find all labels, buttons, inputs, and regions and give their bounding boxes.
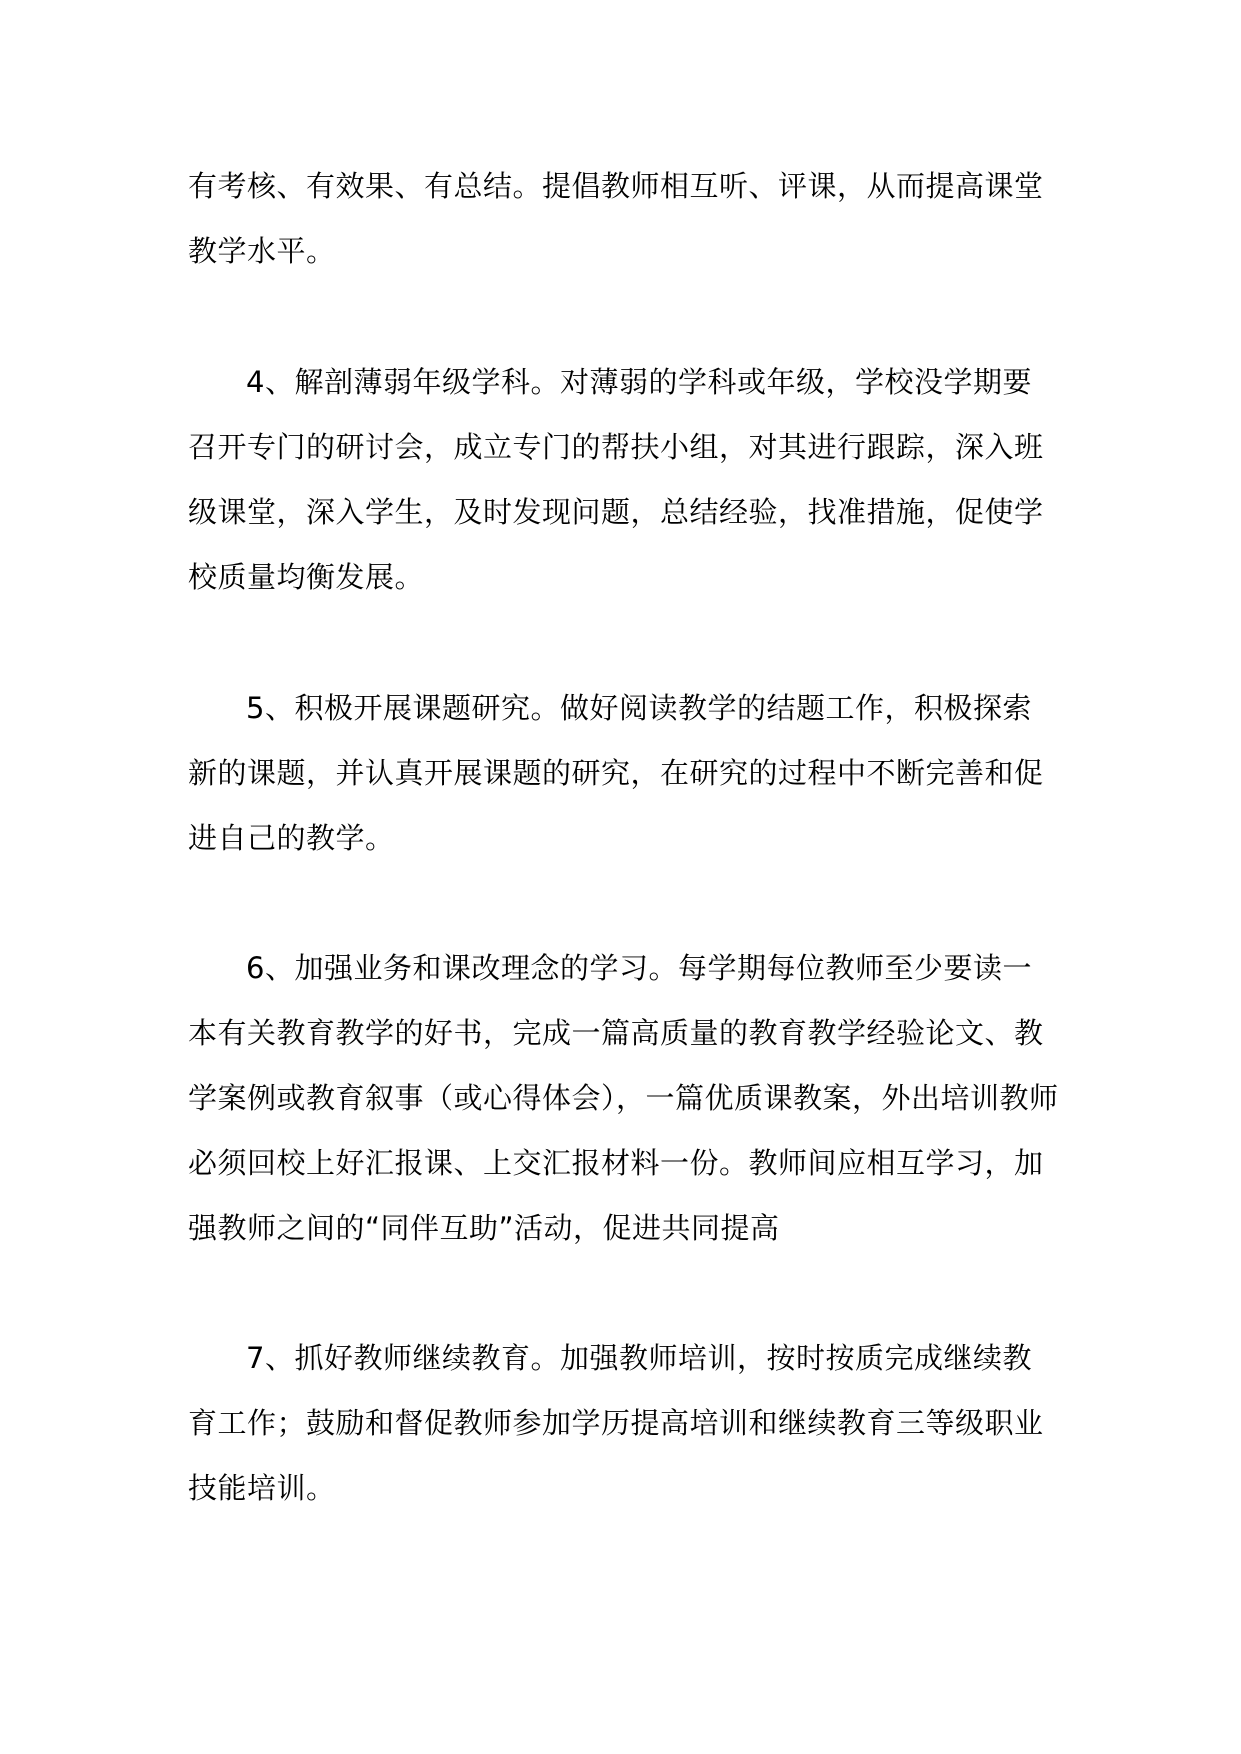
paragraph-item-5: 5、积极开展课题研究。做好阅读教学的结题工作，积极探索新的课题，并认真开展课题的研究，在研究的过程中不断完善和促进自己的教学。 xyxy=(188,691,1044,855)
paragraph-item-7: 7、抓好教师继续教育。加强教师培训，按时按质完成继续教育工作；鼓励和督促教师参加学历提高培训和继续教育三等级职业技能培训。 xyxy=(188,1341,1044,1505)
paragraph-continuation: 有考核、有效果、有总结。提倡教师相互听、评课，从而提高课堂教学水平。 xyxy=(188,169,1044,268)
paragraph-item-4: 4、解剖薄弱年级学科。对薄弱的学科或年级，学校没学期要召开专门的研讨会，成立专门的帮扶小组，对其进行跟踪，深入班级课堂，深入学生，及时发现问题，总结经验，找准措施，促使学校质量均衡发展。 xyxy=(188,365,1044,594)
paragraph-item-6: 6、加强业务和课改理念的学习。每学期每位教师至少要读一本有关教育教学的好书，完成一篇高质量的教育教学经验论文、教学案例或教育叙事（或心得体会），一篇优质课教案，外出培训教师必须回校上好汇报课、上交汇报材料一份。教师间应相互学习，加强教师之间的“同伴互助”活动，促进共同提高 xyxy=(188,951,1059,1245)
